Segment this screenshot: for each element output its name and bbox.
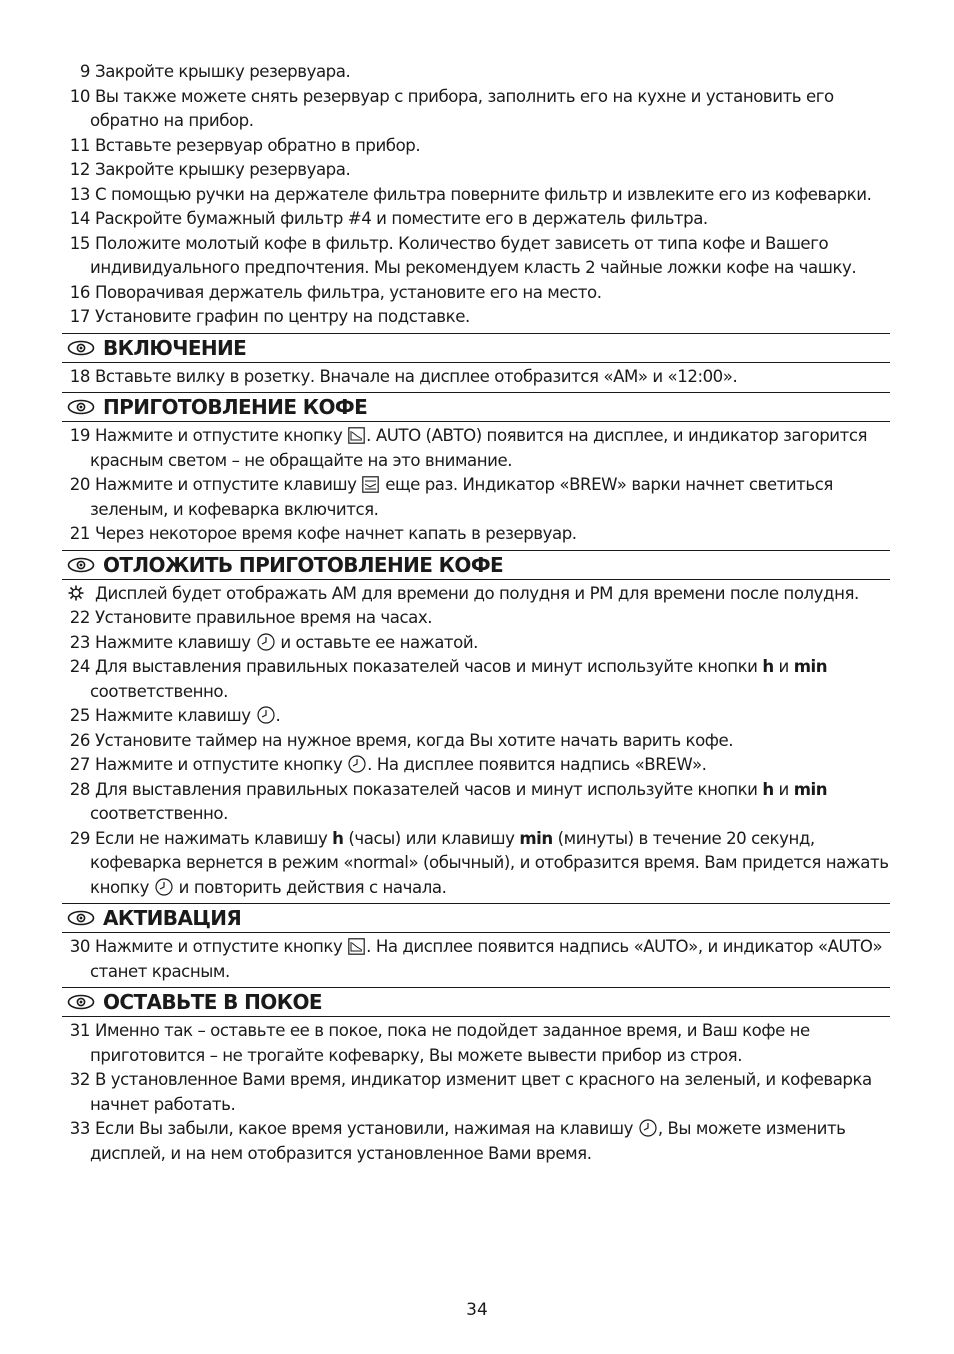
- list-item: 22 Установите правильное время на часах.: [69, 608, 433, 627]
- section-header-power: [62, 333, 890, 363]
- section-title: ОТЛОЖИТЬ ПРИГОТОВЛЕНИЕ КОФЕ: [103, 552, 504, 577]
- section-header-brew: [62, 392, 890, 422]
- auto-button-icon: [348, 938, 365, 955]
- section-header-activate: [62, 903, 890, 933]
- section-title: ОСТАВЬТЕ В ПОКОЕ: [103, 990, 322, 1014]
- list-item: 27 Нажмите и отпустите кнопку . На дисплее появится надпись «BREW».: [69, 755, 707, 774]
- list-item: 9 Закройте крышку резервуара.: [79, 62, 351, 81]
- eye-icon: [67, 340, 95, 356]
- auto-button-icon: [348, 427, 365, 444]
- list-item: 20 Нажмите и отпустите клавишу еще раз. Индикатор «BREW» варки начнет светиться зеленым, и кофеварка включится.: [69, 475, 833, 519]
- section-header-delay: [62, 550, 890, 580]
- list-item: 14 Раскройте бумажный фильтр #4 и поместите его в держатель фильтра.: [69, 209, 708, 228]
- list-item: 32 В установленное Вами время, индикатор изменит цвет с красного на зеленый, и кофеварка начнет работать.: [69, 1070, 872, 1114]
- list-item: 30 Нажмите и отпустите кнопку . На дисплее появится надпись «AUTO», и индикатор «AUTO» станет красным.: [69, 937, 883, 981]
- clock-icon: [348, 755, 366, 773]
- list-item: 18 Вставьте вилку в розетку. Вначале на дисплее отобразится «AM» и «12:00».: [69, 366, 738, 386]
- eye-icon: [67, 399, 95, 415]
- list-item: 19 Нажмите и отпустите кнопку . AUTO (АВТО) появится на дисплее, и индикатор загорится красным светом – не обращайте на это внимание.: [69, 426, 868, 470]
- page-number: 34: [466, 1300, 488, 1320]
- clock-icon: [257, 633, 275, 651]
- eye-icon: [67, 557, 95, 573]
- list-item: 10 Вы также можете снять резервуар с прибора, заполнить его на кухне и установить его обратно на прибор.: [69, 86, 834, 130]
- list-item: 25 Нажмите клавишу .: [69, 706, 281, 725]
- list-item: 16 Поворачивая держатель фильтра, установите его на место.: [69, 282, 602, 302]
- clock-icon: [155, 878, 173, 896]
- brew-button-icon: [362, 476, 379, 493]
- list-item: 15 Положите молотый кофе в фильтр. Количество будет зависеть от типа кофе и Вашего индивидуального предпочтения. Мы рекомендуем класть 2 чайные ложки кофе на чашку.: [69, 233, 857, 277]
- clock-icon: [639, 1119, 657, 1137]
- manual-page: [62, 60, 890, 1166]
- list-item: 24 Для выставления правильных показателей часов и минут используйте кнопки h и min соответственно.: [69, 657, 828, 701]
- eye-icon: [67, 994, 95, 1010]
- section-header-leave: [62, 987, 890, 1017]
- list-item: 31 Именно так – оставьте ее в покое, пока не подойдет заданное время, и Ваш кофе не приготовится – не трогайте кофеварку, Вы можете вывести прибор из строя.: [69, 1021, 810, 1065]
- tip-item: Дисплей будет отображать AM для времени до полудня и PM для времени после полудня.: [62, 582, 890, 607]
- list-item: 26 Установите таймер на нужное время, когда Вы хотите начать варить кофе.: [69, 730, 734, 750]
- section-title: ПРИГОТОВЛЕНИЕ КОФЕ: [103, 395, 368, 419]
- clock-icon: [257, 706, 275, 724]
- list-item: 33 Если Вы забыли, какое время установили, нажимая на клавишу , Вы можете изменить дисплей, и на нем отобразится установленное Вами время.: [69, 1119, 846, 1163]
- section-title: АКТИВАЦИЯ: [103, 906, 242, 930]
- list-item: 17 Установите графин по центру на подставке.: [69, 307, 470, 326]
- section-title: ВКЛЮЧЕНИЕ: [103, 335, 247, 360]
- list-item: 11 Вставьте резервуар обратно в прибор.: [69, 135, 421, 155]
- list-item: 21 Через некоторое время кофе начнет капать в резервуар.: [69, 524, 577, 543]
- list-item: 13 С помощью ручки на держателе фильтра поверните фильтр и извлеките его из кофеварки.: [69, 184, 872, 204]
- list-item: 23 Нажмите клавишу и оставьте ее нажатой.: [69, 632, 479, 652]
- eye-icon: [67, 910, 95, 926]
- list-item: 29 Если не нажимать клавишу h (часы) или клавишу min (минуты) в течение 20 секунд, кофеварка вернется в режим «normal» (обычный), и отобразится время. Вам придется нажать кнопку и повторить действия с начала.: [69, 828, 889, 897]
- list-item: 12 Закройте крышку резервуара.: [69, 160, 351, 179]
- sun-icon: [68, 585, 84, 601]
- list-item: 28 Для выставления правильных показателей часов и минут используйте кнопки h и min соответственно.: [69, 779, 828, 823]
